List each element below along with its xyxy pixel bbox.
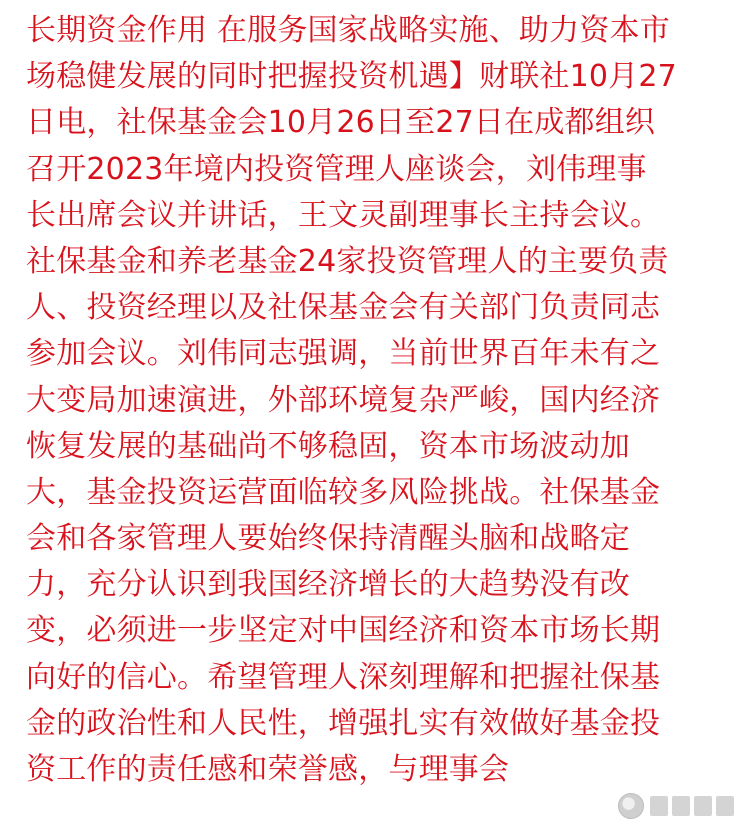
- watermark-logo-icon: [618, 793, 644, 819]
- article-line: 金的政治性和人民性，增强扎实有效做好基金投: [26, 705, 661, 741]
- watermark-mark: [650, 796, 734, 816]
- article-line: 人、投资经理以及社保基金会有关部门负责同志: [26, 290, 661, 326]
- watermark: [608, 789, 744, 823]
- article-line: 大变局加速演进，外部环境复杂严峻，国内经济: [26, 382, 661, 418]
- article-line: 大，基金投资运营面临较多风险挑战。社保基金: [26, 474, 661, 510]
- article-line: 向好的信心。希望管理人深刻理解和把握社保基: [26, 659, 661, 695]
- article-line: 社保基金和养老基金24家投资管理人的主要负责: [26, 243, 669, 279]
- article-line: 参加会议。刘伟同志强调，当前世界百年未有之: [26, 336, 661, 372]
- article-line: 日电，社保基金会10月26日至27日在成都组织: [26, 105, 656, 141]
- article-line: 长期资金作用 在服务国家战略实施、助力资本市: [26, 13, 670, 48]
- article-line: 场稳健发展的同时把握投资机遇】财联社10月27: [26, 59, 677, 95]
- article-line: 资工作的责任感和荣誉感，与理事会: [26, 752, 510, 787]
- article-line: 长出席会议并讲话，王文灵副理事长主持会议。: [26, 197, 661, 233]
- article-line: 召开2023年境内投资管理人座谈会，刘伟理事: [26, 151, 647, 187]
- article-line: 变，必须进一步坚定对中国经济和资本市场长期: [26, 613, 661, 649]
- article-line: 恢复发展的基础尚不够稳固，资本市场波动加: [26, 428, 630, 464]
- article-line: 会和各家管理人要始终保持清醒头脑和战略定: [26, 521, 630, 557]
- article-line: 力，充分认识到我国经济增长的大趋势没有改: [26, 567, 630, 603]
- article-body: [26, 8, 726, 793]
